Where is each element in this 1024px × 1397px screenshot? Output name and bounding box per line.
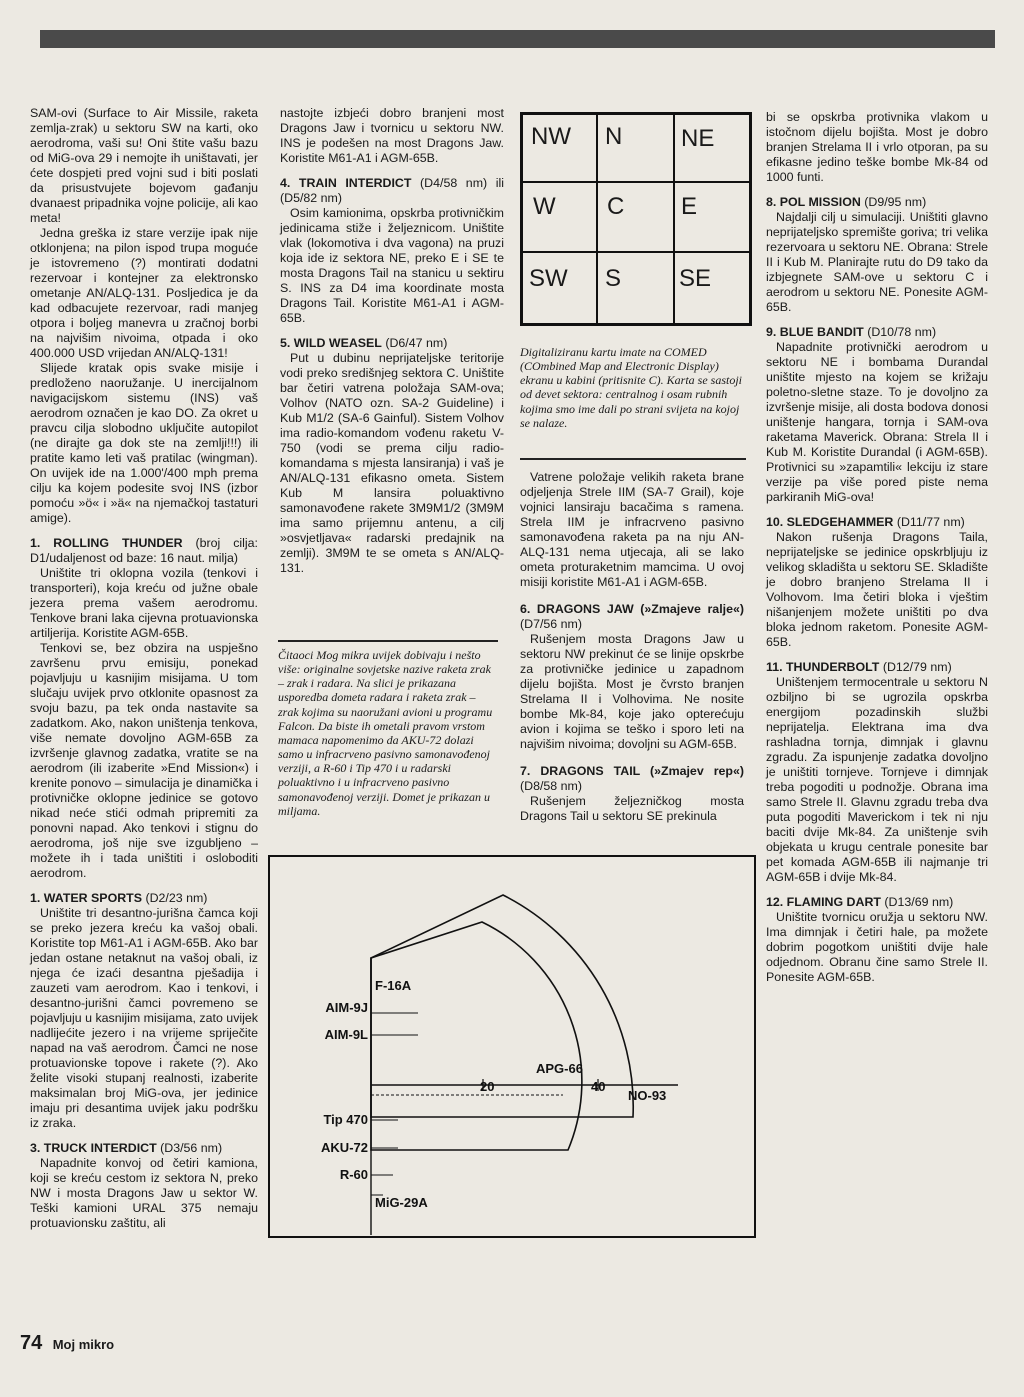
- paragraph: Rušenjem željezničkog mosta Dragons Tail u sektoru SE prekinula: [520, 794, 744, 823]
- column-4: [766, 110, 988, 985]
- tick-label-40: 40: [591, 1079, 606, 1094]
- mission-heading: 1. WATER SPORTS (D2/23 nm): [30, 891, 208, 905]
- label-no93: NO-93: [628, 1088, 667, 1103]
- paragraph: Napadnite konvoj od četiri kamiona, koji se kreću cestom iz sektora N, preko NW i mosta Dragons Jaw u sektor W. Teški kamioni URAL 375 nemaju protuavionsku zaštitu, ali: [30, 1156, 258, 1230]
- mission-heading: 5. WILD WEASEL (D6/47 nm): [280, 336, 448, 350]
- tick-label-20: 20: [480, 1079, 495, 1094]
- page-number: 74: [20, 1332, 43, 1354]
- paragraph: nastojte izbjeći dobro branjeni most Dragons Jaw i tvornicu u sektoru NW. INS je podešen na most Dragons Jaw. Koristite M61-A1 i AGM-65B.: [280, 106, 504, 165]
- mission-heading: 4. TRAIN INTERDICT (D4/58 nm) ili (D5/82 nm): [280, 176, 504, 205]
- sector-w: W: [533, 193, 556, 220]
- paragraph: Put u dubinu neprijateljske teritorije vodi preko središnjeg sektora C. Uništite bar četiri vatrena položaja SAM-ova; Volhov (NATO ozn. SA-2 Guideline) i Kub M1/2 (SA-6 Gainful). Sistem Volhov ima radio-komandom vođenu raketu V-750 (vodi se prema cilju radio-komandama s mjesta lansiranja) i vaš je AN/ALQ-131 efikasno ometa. Sistem Kub M lansira poluaktivno samonavođene rakete 3M9M1/2 (3M9M ima samo prijemnu antenu, a cilj »osvjetljava« radarski predajnik na zemlji). 3M9M te se ometa s AN/ALQ-131.: [280, 351, 504, 575]
- paragraph: Slijede kratak opis svake misije i predloženo naoružanje. U inercijalnom navigacijskom sistemu (INS) vaš aerodrom označen je kao DO. Za okret u pravcu cilja slobodno uključite autopilot (ne dirajte ga dok ste na zemlji!!!) ili pratite kamo leti vaš pratilac (wingman). On uvijek ide na 1.000'/400 mph prema cilju ka kojem podesite svoj INS (izbor pomoću »ö« i »ä« na njemačkoj tastaturi amige).: [30, 361, 258, 525]
- paragraph: Najdalji cilj u simulaciji. Uništiti glavno neprijateljsko spremište goriva; tri velika rezervoara u sektoru NE. Obrana: Strele II i Kub M. Planirajte rutu do D9 tako da izbjegnete SAM-ove u sektoru C i aerodrom u sektoru NE. Ponesite AGM-65B.: [766, 210, 988, 314]
- paragraph: Jedna greška iz stare verzije ipak nije otklonjena; na pilon ispod trupa moguće je istovremeno (?) montirati dodatni rezervoar i kontejner za elektronsko ometanje AN/ALQ-131. Posljedica je da kad odbacujete rezervoar, radi manjeg otpora i boljeg manevra u zračnoj borbi na najvišim nivoima, otpada i oko 400.000 USD vrijedan AN/ALQ-131!: [30, 226, 258, 360]
- sector-s: S: [605, 265, 622, 292]
- range-diagram: [268, 855, 758, 1240]
- paragraph: bi se opskrba protivnika vlakom u istočnom dijelu bojišta. Most je dobro branjen Strelama II i vrlo otporan, pa su efikasne jedino teške bombe Mk-84 od 1000 funti.: [766, 110, 988, 184]
- paragraph: Uništite tri oklopna vozila (tenkovi i transporteri), koja kreću od južne obale jezera prema vašem aerodromu. Tenkove brani laka cijevna protuavionska artiljerija. Koristite AGM-65B.: [30, 566, 258, 640]
- page-footer: [20, 1332, 114, 1355]
- paragraph: Rušenjem mosta Dragons Jaw u sektoru NW prekinut će se linije opskrbe za protivničke jedinice u zapadnom dijelu bojišta. Most je čvrsto branjen Strelama II i Volhovima. Ne nosite bombe Mk-84, koje jako opterećuju avion i kojima se teško i sporo leti na najvišim nivoima; dovoljni su AGM-65B.: [520, 632, 744, 751]
- column-3: [520, 470, 744, 824]
- label-apg66: APG-66: [536, 1061, 583, 1076]
- paragraph: Vatrene položaje velikih raketa brane odjeljenja Strele IIM (SA-7 Grail), koje vojnici lansiraju bacačima s ramena. Strela IIM je infracrveno pasivno samonavođena raketa pa na nju AN-ALQ-131 nema utjecaja, ali se lako ometa proturaketnim mamcima. U ovoj misiji koristite M61-A1 i AGM-65B.: [520, 470, 744, 589]
- mission-heading: 1. ROLLING THUNDER (broj cilja: D1/udaljenost od baze: 16 naut. milja): [30, 536, 258, 565]
- mission-heading: 11. THUNDERBOLT (D12/79 nm): [766, 660, 952, 674]
- magazine-name: Moj mikro: [52, 1337, 115, 1352]
- mission-heading: 7. DRAGONS TAIL (»Zmajev rep«) (D8/58 nm): [520, 764, 744, 793]
- grid-line: [673, 115, 675, 323]
- paragraph: Osim kamionima, opskrba protivničkim jedinicama stiže i željeznicom. Uništite vlak (lokomotiva i dva vagona) na pruzi koja ide iz sektora NE, preko E i SE te mosta Dragons Tail na stanicu u sektiru S. INS za D4 ima koordinate mosta Dragons Tail. Koristite M61-A1 i AGM-65B.: [280, 206, 504, 325]
- range-sector-inner: [371, 922, 582, 1150]
- mission-heading: 9. BLUE BANDIT (D10/78 nm): [766, 325, 937, 339]
- sector-se: SE: [679, 265, 712, 292]
- grid-line: [523, 181, 749, 183]
- label-r60: R-60: [339, 1167, 368, 1182]
- label-aku72: AKU-72: [321, 1140, 368, 1155]
- paragraph: Uništite tvornicu oružja u sektoru NW. Ima dimnjak i četiri hale, pa možete dobrim pogotkom uništiti dvije hale odjednom. Obranu čine samo Strele II. Ponesite AGM-65B.: [766, 910, 988, 984]
- column-1: [30, 106, 258, 1231]
- mission-heading: 12. FLAMING DART (D13/69 nm): [766, 895, 954, 909]
- sector-c: C: [607, 193, 625, 220]
- mission-heading: 6. DRAGONS JAW (»Zmajeve ralje«) (D7/56 nm): [520, 602, 744, 631]
- diagram-caption: Čitaoci Mog mikra uvijek dobivaju i nešto više: originalne sovjetske nazive raketa zrak – zrak i radara. Na slici je prikazana usporedba dometa radara i raketa zrak – zrak kojima su naoružani avioni u programu Falcon. Da biste ih ometali pravom vrstom mamaca napomenimo da AKU-72 dolazi samo u infracrveno pasivno samonavođenoj verziji, a R-60 i Tip 470 i u radarski poluaktivno i u infracrveno pasivno samonavođenoj verziji. Domet je prikazan u miljama.: [278, 648, 493, 818]
- sector-ne: NE: [681, 125, 715, 152]
- grid-line: [596, 115, 598, 323]
- label-mig29a: MiG-29A: [375, 1195, 428, 1210]
- sector-sw: SW: [529, 265, 568, 292]
- map-caption: Digitaliziranu kartu imate na COMED (COmbined Map and Electronic Display) ekranu u kabini (pritisnite C). Karta se sastoji od devet sektora: centralnog i osam rubnih kojima smo ime dali po strani svijeta na kojoj se nalaze.: [520, 345, 742, 430]
- label-aim9l: AIM-9L: [324, 1027, 368, 1042]
- mission-heading: 10. SLEDGEHAMMER (D11/77 nm): [766, 515, 965, 529]
- column-2: [280, 106, 504, 576]
- label-f16a: F-16A: [375, 978, 412, 993]
- caption-rule: [520, 458, 746, 460]
- sector-e: E: [681, 193, 698, 220]
- paragraph: SAM-ovi (Surface to Air Missile, raketa zemlja-zrak) u sektoru SW na karti, oko aerodroma, vaši su! Oni štite vašu bazu od MiG-ova 29 i nemojte ih uništavati, jer ćete dospjeti pred vojni sud i biti poslati da prisustvujete bojevom gađanju dvanaest pripadnika vojne policije, ali kao meta!: [30, 106, 258, 225]
- mission-heading: 8. POL MISSION (D9/95 nm): [766, 195, 927, 209]
- label-tip470: Tip 470: [323, 1112, 368, 1127]
- sector-n: N: [605, 123, 623, 150]
- paragraph: Uništenjem termocentrale u sektoru N ozbiljno bi se ugrozila opskrba energijom pozadinskih službi neprijatelja. Elektrana ima dva rashladna tornja, dimnjak i glavnu zgradu. Za ispunjenje zadatka dovoljno je uništiti tornjeve. Tornjeve i dimnjak treba pogoditi u podnožje. Obrana ima samo Strele II. Glavnu zgradu treba dva puta pogoditi Maverickom i tek ni nju baciti dvije Mk-84. Za uništenje svih objekata u krugu centrale ponesite bar pet komada AGM-65B ili najmanje tri AGM-65B i dvije Mk-84.: [766, 675, 988, 884]
- caption-rule: [278, 640, 498, 642]
- label-aim9j: AIM-9J: [325, 1000, 368, 1015]
- grid-line: [523, 251, 749, 253]
- paragraph: Nakon rušenja Dragons Taila, neprijateljske se jedinice opskrbljuju iz velikog skladišta u sektoru SE. Skladište je dobro branjeno Strelama II i Volhovom. Ima četiri bloka i vještim nišanjenjem možete uništiti po dva bloka jednom raketom. Ponesite AGM-65B.: [766, 530, 988, 649]
- sector-grid: [520, 112, 752, 326]
- mission-heading: 3. TRUCK INTERDICT (D3/56 nm): [30, 1141, 223, 1155]
- paragraph: Uništite tri desantno-jurišna čamca koji se preko jezera kreću ka vašoj obali. Koristite top M61-A1 i AGM-65B. Ako bar jedan ostane netaknut na vašoj obali, iz njega će izaći desantna pješadija i zauzeti vam aerodrom. Kao i tenkovi, i desantno-jurišni čamci povremeno se pojavljuju u kasnijim misijama, zato uvijek nadlijećite jezero i na vrijeme spriječite napad na vaš aerodrom. Čamci ne nose protuavionske topove i rakete (?). Ako želite visoki stupanj realnosti, izaberite maksimalan broj MiG-ova, jer jedinice imaju pri desantima uvijek jaku podršku iz zraka.: [30, 906, 258, 1130]
- sector-nw: NW: [531, 123, 571, 150]
- top-band: [40, 30, 995, 48]
- paragraph: Tenkovi se, bez obzira na uspješno završenu prvu emisiju, ponekad pojavljuju u kasnijim misijama. U tom slučaju uvijek prvo otklonite opasnost za svoju bazu, pa tek onda nastavite sa zadatkom. Ako, nakon uništenja tenkova, više nemate dovoljno AGM-65B za izvršenje glavnog zadatka, vratite se na aerodrom (ili izaberite »End Mission«) i krenite ponovo – simulacija je dinamička i protivničke oklopne jedinice se gotovo nikad neće stići odmah pripremiti za ponovni napad. Ako tenkovi i stignu do aerodroma, još nije sve izgubljeno – možete ih i tada uništiti i osloboditi aerodrom.: [30, 641, 258, 880]
- paragraph: Napadnite protivnički aerodrom u sektoru NE i bombama Durandal uništite mjesto na kojem se križaju poletno-sletne staze. To je dovoljno za izvršenje misije, ali dosta bodova donosi uništenje hangara, tornja i SAM-ova raketama Maverick. Obrana: Strela II i Kub M. Koristite Durandal (i AGM-65B). Protivnici su »zapamtili« lekciju iz stare verzije pa više pored piste nema parkiranih MiG-ova!: [766, 340, 988, 504]
